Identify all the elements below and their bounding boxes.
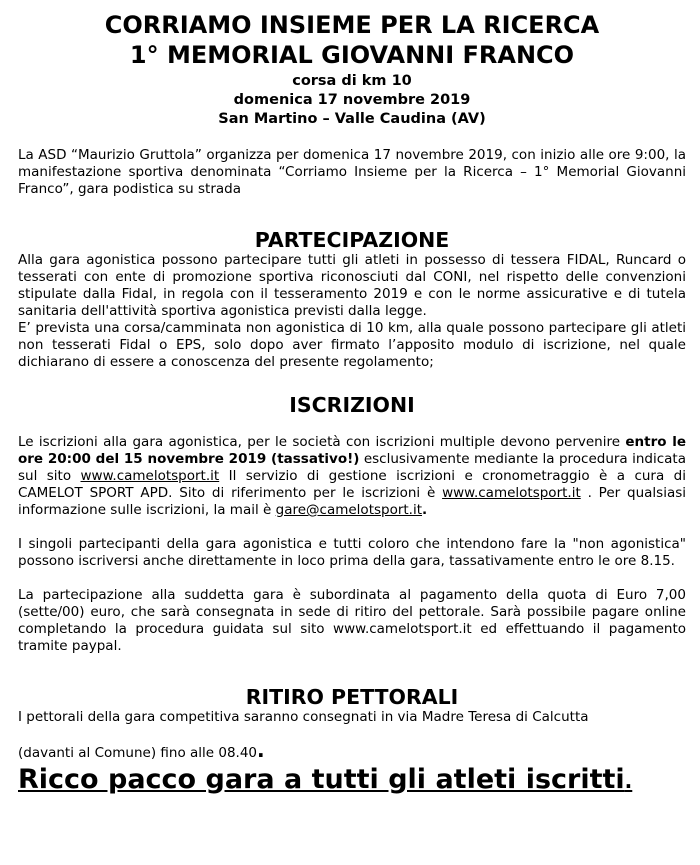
iscrizioni-paragraph-2: I singoli partecipanti della gara agonistica e tutti coloro che intendono fare la "non agonistica" possono iscriversi anche direttamente in loco prima della gara, tassativamente entro le ore 8.15.: [18, 536, 686, 569]
title-line-1: CORRIAMO INSIEME PER LA RICERCA: [104, 11, 600, 39]
footer-slogan-text: Ricco pacco gara a tutti gli atleti iscritti: [18, 764, 625, 795]
intro-paragraph: La ASD “Maurizio Gruttola” organizza per domenica 17 novembre 2019, con inizio alle ore 9:00, la manifestazione sportiva denominata “Corriamo Insieme per la Ricerca – 1° Memorial Giovanni Franco”, gara podistica su strada: [18, 147, 686, 197]
ritiro-paragraph-2: [18, 738, 686, 762]
iscrizioni-text-e: .: [422, 502, 428, 518]
subtitle-distance: corsa di km 10: [292, 73, 412, 89]
iscrizioni-text-a: Le iscrizioni alla gara agonistica, per le società con iscrizioni multiple devono pervenire: [18, 434, 626, 450]
ritiro-paragraph-1: I pettorali della gara competitiva saranno consegnati in via Madre Teresa di Calcutta: [18, 709, 589, 725]
section-heading-partecipazione: PARTECIPAZIONE: [254, 228, 450, 252]
camelot-link-2[interactable]: www.camelotsport.it: [442, 485, 581, 501]
footer-dot: .: [624, 769, 633, 793]
footer-slogan: [18, 764, 686, 797]
title-line-2: 1° MEMORIAL GIOVANNI FRANCO: [129, 41, 575, 69]
iscrizioni-text-c: Il servizio di gestione iscrizioni e cronometraggio è a cura di CAMELOT SPORT APD. Sito di riferimento per le iscrizioni è: [18, 468, 686, 501]
subtitle-location: San Martino – Valle Caudina (AV): [218, 111, 486, 127]
iscrizioni-text-b: esclusivamente mediante la procedura indicata sul sito: [18, 451, 686, 484]
section-heading-ritiro: RITIRO PETTORALI: [245, 685, 459, 709]
partecipazione-paragraph-2: E’ prevista una corsa/camminata non agonistica di 10 km, alla quale possono partecipare gli atleti non tesserati Fidal o EPS, solo dopo aver firmato l’apposito modulo di iscrizione, nel quale dichiarano di essere a conoscenza del presente regolamento;: [18, 320, 686, 370]
iscrizioni-paragraph-1: [18, 434, 686, 519]
iscrizioni-paragraph-3: La partecipazione alla suddetta gara è subordinata al pagamento della quota di Euro 7,00 (sette/00) euro, che sarà consegnata in sede di ritiro del pettorale. Sarà possibile pagare online completando la procedura guidata sul sito www.camelotsport.it ed effettuando il pagamento tramite paypal.: [18, 587, 686, 654]
section-heading-iscrizioni: ISCRIZIONI: [289, 393, 415, 417]
partecipazione-paragraph-1: Alla gara agonistica possono partecipare tutti gli atleti in possesso di tessera FIDAL, Runcard o tesserati con ente di promozione sportiva riconosciuti dal CONI, nel rispetto delle convenzioni stipulate dalla Fidal, in regola con il tesseramento 2019 e con le norme assicurative e di tutela sanitaria dell'attività sportiva agonistica previsti dalla legge.: [18, 252, 686, 319]
subtitle-date: domenica 17 novembre 2019: [233, 92, 471, 108]
ritiro-text: (davanti al Comune) fino alle 08.40: [18, 745, 258, 761]
document-page: [18, 10, 686, 797]
iscrizioni-text-d: . Per qualsiasi informazione sulle iscrizioni, la mail è: [18, 485, 686, 518]
ritiro-dot: .: [257, 738, 265, 762]
deadline-text: entro le ore 20:00 del 15 novembre 2019 (tassativo!): [18, 434, 686, 467]
email-link[interactable]: gare@camelotsport.it: [275, 502, 423, 518]
camelot-link-1[interactable]: www.camelotsport.it: [80, 468, 220, 484]
